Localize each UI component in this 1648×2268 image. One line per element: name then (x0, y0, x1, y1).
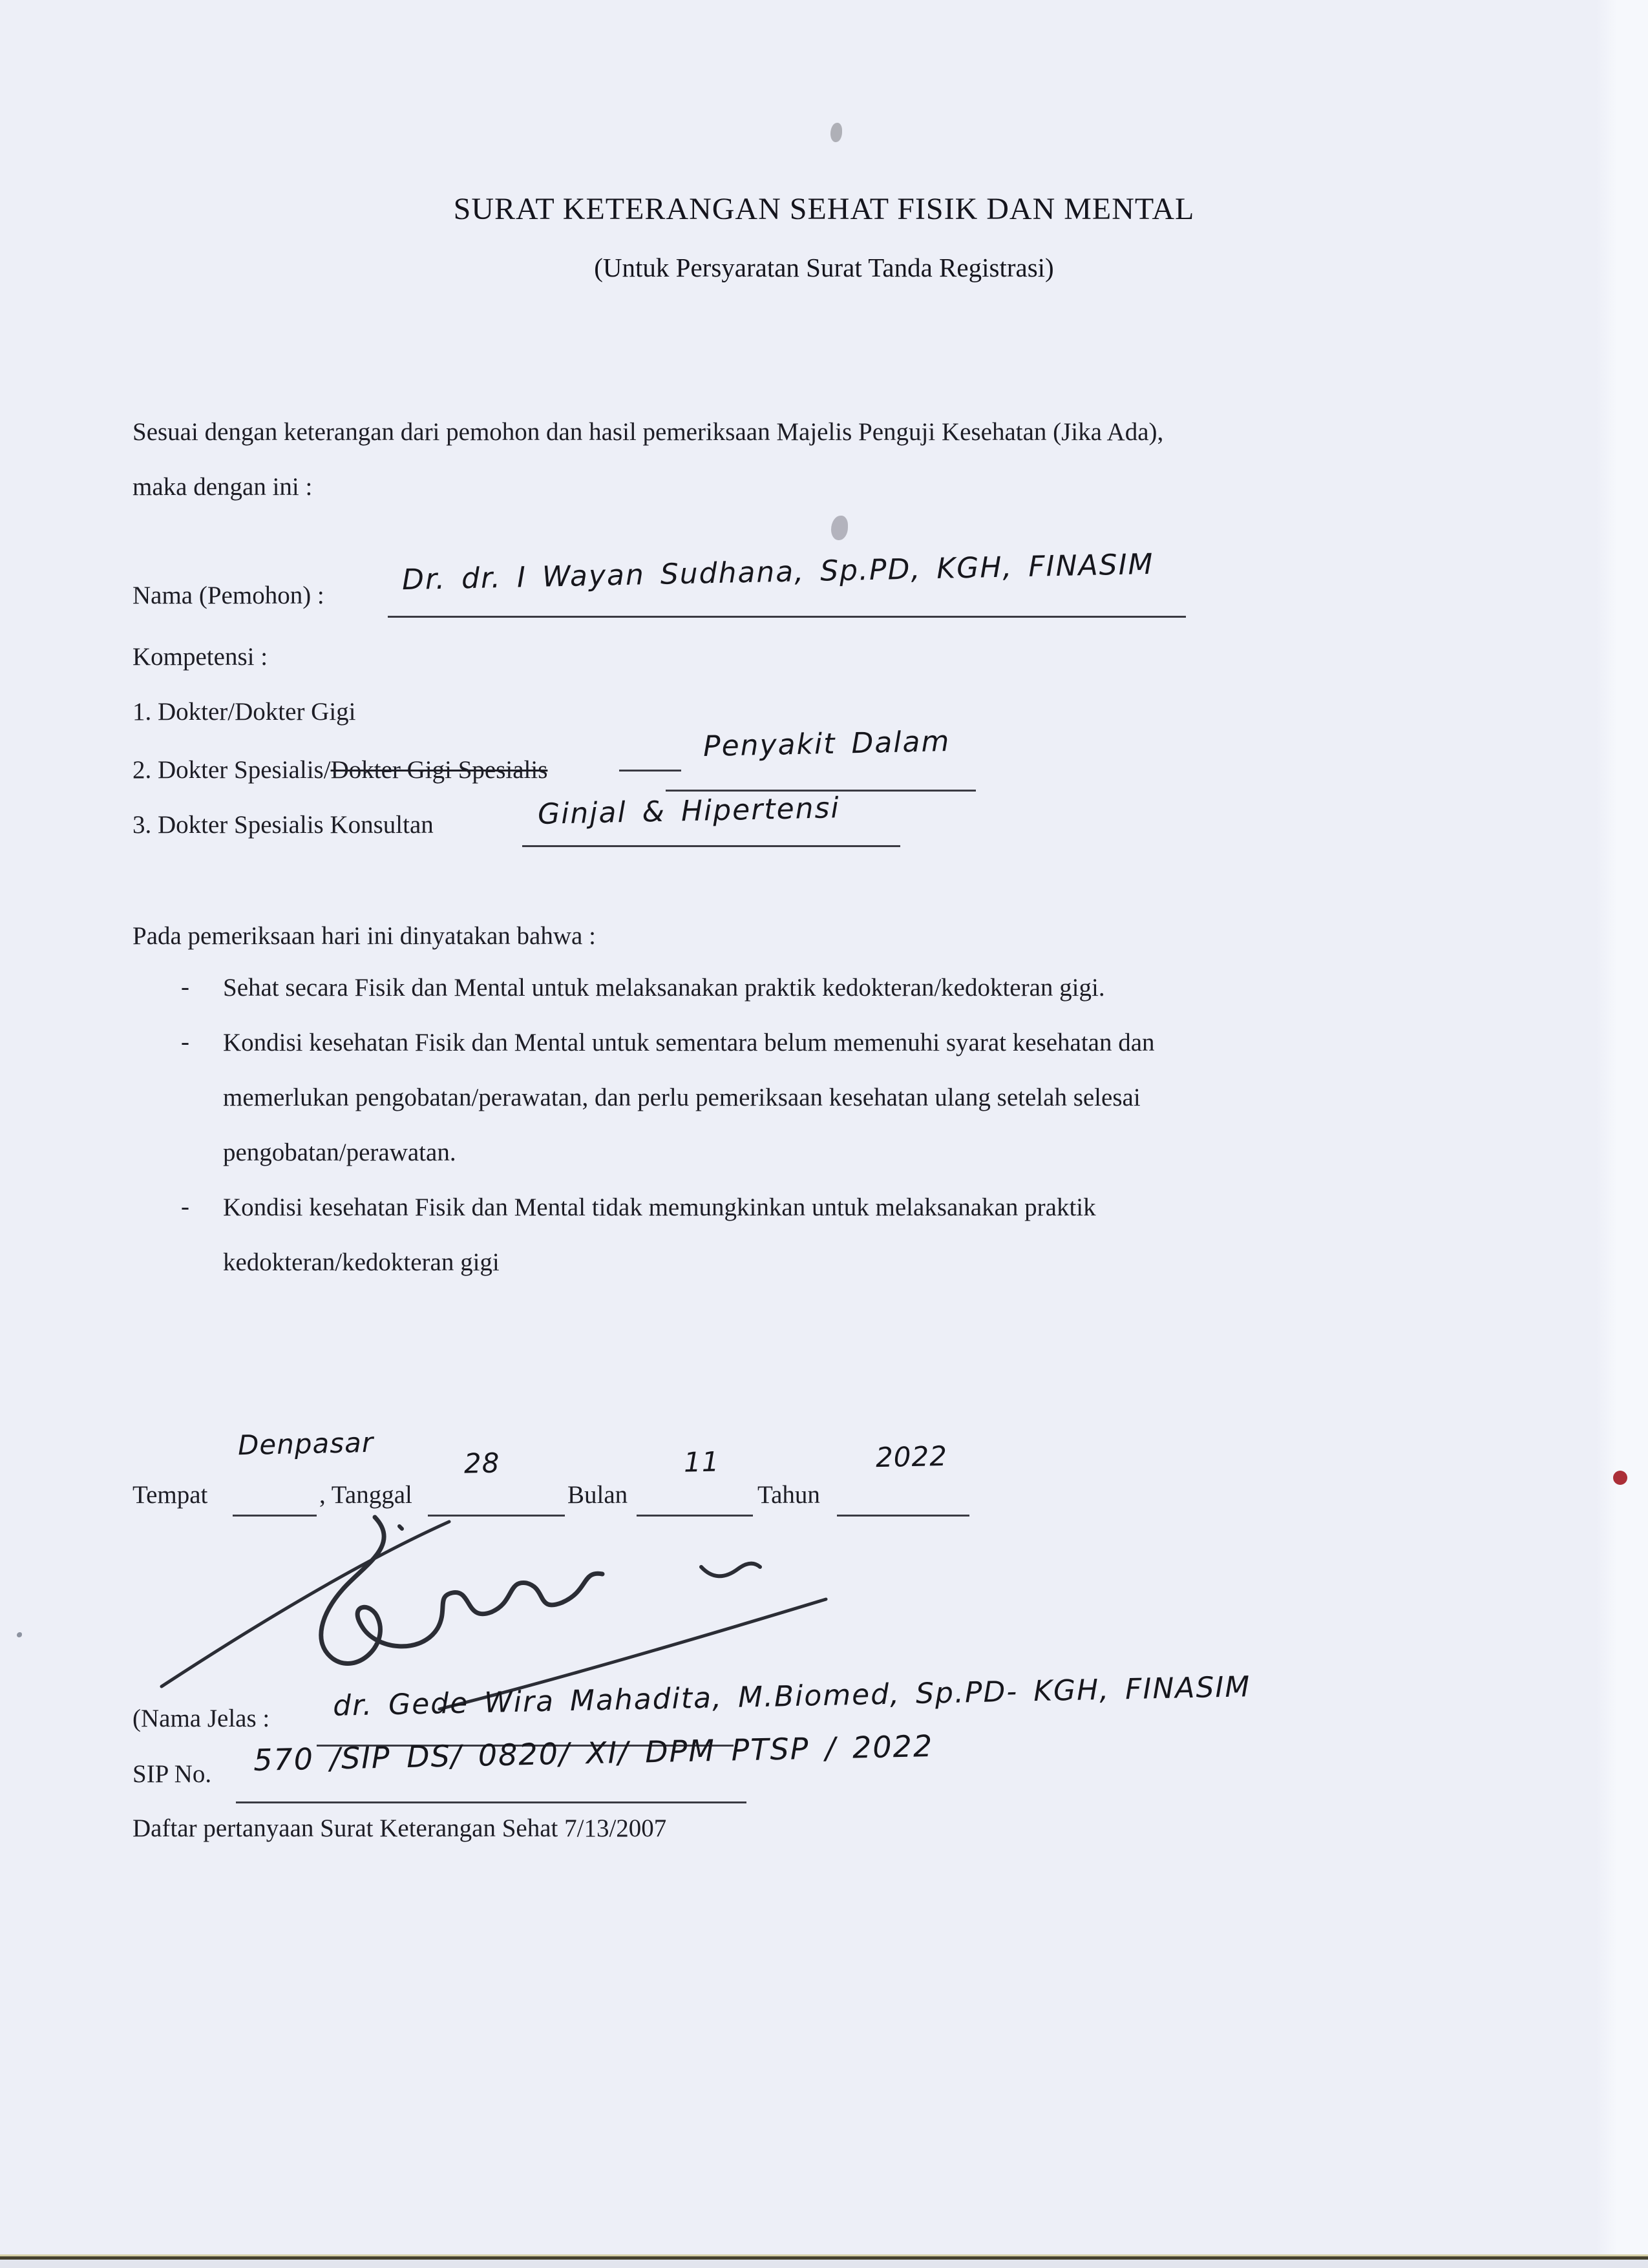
red-ink-dot (1613, 1471, 1627, 1485)
statement-3-line2: kedokteran/kedokteran gigi (223, 1248, 500, 1276)
name-fill-line (388, 616, 1186, 618)
competency-item-3: 3. Dokter Spesialis Konsultan (132, 811, 434, 839)
year-label: Tahun (757, 1481, 820, 1509)
intro-paragraph-line1: Sesuai dengan keterangan dari pemohon dan hasil pemeriksaan Majelis Penguji Kesehatan (Jika Ada), (132, 418, 1164, 446)
name-label: Nama (Pemohon) : (132, 582, 324, 609)
year-fill-line (837, 1515, 969, 1517)
bullet-dash: - (181, 1193, 189, 1221)
document-subtitle: (Untuk Persyaratan Surat Tanda Registrasi) (594, 253, 1054, 282)
month-handwritten-value: 11 (683, 1445, 720, 1478)
document-title: SURAT KETERANGAN SEHAT FISIK DAN MENTAL (453, 192, 1195, 226)
statement-heading: Pada pemeriksaan hari ini dinyatakan bahwa : (132, 922, 596, 950)
bullet-dash: - (181, 1028, 189, 1056)
clear-name-handwritten-value: dr. Gede Wira Mahadita, M.Biomed, Sp.PD- KGH, FINASIM (332, 1670, 1251, 1723)
month-label: Bulan (567, 1481, 628, 1509)
year-handwritten-value: 2022 (875, 1440, 948, 1474)
date-handwritten-value: 28 (463, 1447, 500, 1480)
competency-label: Kompetensi : (132, 643, 268, 671)
ink-speck (17, 1632, 22, 1637)
statement-2-line2: memerlukan pengobatan/perawatan, dan perlu pemeriksaan kesehatan ulang setelah selesai (223, 1084, 1141, 1111)
sip-number-handwritten-value: 570 /SIP DS/ 0820/ XI/ DPM PTSP / 2022 (253, 1728, 934, 1778)
strike-tail-line (619, 770, 681, 772)
sip-number-label: SIP No. (132, 1760, 212, 1788)
footer-note: Daftar pertanyaan Surat Keterangan Sehat 7/13/2007 (132, 1814, 667, 1842)
competency-item-2-prefix: 2. Dokter Spesialis/ (132, 756, 331, 784)
statement-3-line1: Kondisi kesehatan Fisik dan Mental tidak memungkinkan untuk melaksanakan praktik (223, 1193, 1096, 1221)
scanner-bottom-strip (0, 2260, 1648, 2268)
scanner-background-strip (1596, 0, 1648, 2268)
statement-2-line1: Kondisi kesehatan Fisik dan Mental untuk sementara belum memenuhi syarat kesehatan dan (223, 1029, 1155, 1056)
place-handwritten-value: Denpasar (237, 1426, 374, 1462)
intro-paragraph-line2: maka dengan ini : (132, 473, 313, 501)
name-handwritten-value: Dr. dr. I Wayan Sudhana, Sp.PD, KGH, FINASIM (401, 547, 1155, 597)
place-label: Tempat (132, 1481, 208, 1509)
date-label: , Tanggal (319, 1481, 412, 1509)
ink-speck (831, 516, 848, 540)
specialist-fill-line (666, 790, 976, 792)
competency-item-2 (132, 755, 547, 786)
clear-name-label: (Nama Jelas : (132, 1705, 270, 1732)
ink-speck (830, 123, 842, 142)
statement-1-line1: Sehat secara Fisik dan Mental untuk melaksanakan praktik kedokteran/kedokteran gigi. (223, 974, 1105, 1002)
consultant-handwritten-value: Ginjal & Hipertensi (537, 792, 841, 831)
competency-item-2-struck-text: Dokter Gigi Spesialis (330, 756, 548, 784)
specialist-handwritten-value: Penyakit Dalam (703, 725, 951, 763)
statement-2-line3: pengobatan/perawatan. (223, 1139, 456, 1166)
competency-item-1: 1. Dokter/Dokter Gigi (132, 698, 356, 726)
consultant-fill-line (522, 845, 900, 847)
sip-number-fill-line (236, 1801, 746, 1803)
bullet-dash: - (181, 973, 189, 1001)
